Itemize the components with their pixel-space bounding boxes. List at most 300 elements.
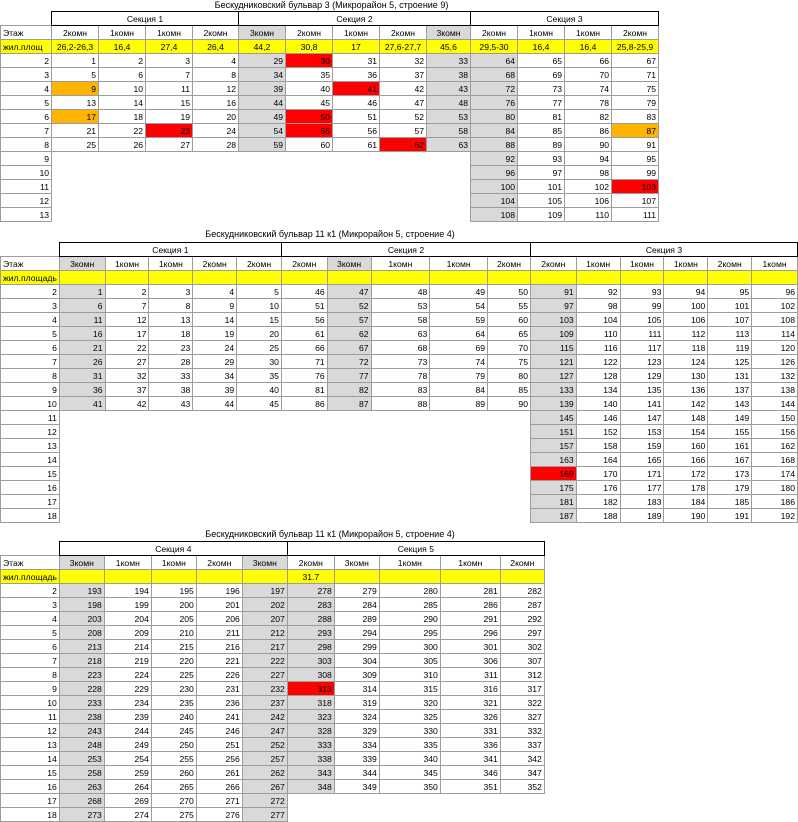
- empty-cell: [105, 411, 149, 425]
- floor-number: 4: [1, 82, 52, 96]
- apartment-cell: 182: [576, 495, 620, 509]
- apartment-cell: 2: [105, 285, 149, 299]
- apartment-cell: 137: [708, 383, 752, 397]
- apartment-cell: 68: [371, 341, 430, 355]
- apartment-cell: 348: [287, 780, 334, 794]
- apartment-cell: 6: [59, 299, 105, 313]
- apartment-cell: 196: [196, 584, 242, 598]
- empty-cell: [380, 208, 427, 222]
- apartment-cell: 283: [287, 598, 334, 612]
- empty-cell: [59, 495, 105, 509]
- apartment-cell: 140: [576, 397, 620, 411]
- apartment-cell: 72: [327, 355, 371, 369]
- apartment-cell: 88: [471, 138, 518, 152]
- empty-cell: [149, 453, 193, 467]
- apartment-cell: 335: [379, 738, 440, 752]
- apartment-cell: 52: [380, 110, 427, 124]
- empty-cell: [488, 495, 531, 509]
- room-type-header: 2комн: [488, 257, 531, 271]
- apartment-cell: 142: [664, 397, 708, 411]
- floor-number: 9: [1, 152, 52, 166]
- apartment-cell: 311: [440, 668, 500, 682]
- room-type-header: 2комн: [380, 26, 427, 40]
- apartment-cell: 238: [59, 710, 104, 724]
- apartment-cell: 233: [59, 696, 104, 710]
- floor-row: [1, 152, 659, 166]
- apartment-cell: 156: [752, 425, 798, 439]
- empty-cell: [237, 481, 282, 495]
- apartment-cell: 50: [488, 285, 531, 299]
- apartment-cell: 11: [146, 82, 193, 96]
- apartment-cell: 288: [287, 612, 334, 626]
- apartment-cell: 45: [286, 96, 333, 110]
- apartment-cell: 25: [237, 341, 282, 355]
- apartment-cell: 54: [239, 124, 286, 138]
- apartment-cell: 323: [287, 710, 334, 724]
- apartment-cell: 39: [239, 82, 286, 96]
- empty-cell: [193, 208, 239, 222]
- apartment-cell: 224: [104, 668, 151, 682]
- section-header-row: [1, 542, 545, 556]
- apartment-cell: 57: [327, 313, 371, 327]
- apartment-cell: 61: [281, 327, 327, 341]
- apartment-cell: 80: [471, 110, 518, 124]
- apartment-cell: 303: [287, 654, 334, 668]
- apartment-cell: 221: [196, 654, 242, 668]
- floor-row: [1, 439, 798, 453]
- apartment-cell: 26: [99, 138, 146, 152]
- apartment-cell: 1: [52, 54, 99, 68]
- empty-cell: [281, 453, 327, 467]
- apartment-cell: 109: [530, 327, 576, 341]
- empty-cell: [333, 152, 380, 166]
- apartment-cell: 217: [242, 640, 287, 654]
- apartment-cell: 282: [500, 584, 544, 598]
- floor-number: 7: [1, 124, 52, 138]
- floor-number: 6: [1, 341, 60, 355]
- apartment-cell: 23: [146, 124, 193, 138]
- floor-number: 9: [1, 383, 60, 397]
- apartment-cell: 51: [281, 299, 327, 313]
- apartment-cell: 313: [287, 682, 334, 696]
- empty-cell: [105, 481, 149, 495]
- apartment-cell: 192: [752, 509, 798, 523]
- apartment-cell: 96: [752, 285, 798, 299]
- empty-cell: [59, 411, 105, 425]
- apartment-cell: 141: [620, 397, 664, 411]
- empty-cell: [105, 495, 149, 509]
- apartment-cell: 20: [193, 110, 239, 124]
- floor-row: [1, 668, 545, 682]
- apartment-cell: 242: [242, 710, 287, 724]
- apartment-cell: 79: [612, 96, 659, 110]
- room-type-header: 1комн: [576, 257, 620, 271]
- apartment-cell: 295: [379, 626, 440, 640]
- apartment-cell: 312: [500, 668, 544, 682]
- room-type-header: 1комн: [620, 257, 664, 271]
- floor-row: [1, 626, 545, 640]
- apartment-cell: 91: [612, 138, 659, 152]
- empty-cell: [237, 467, 282, 481]
- apartment-cell: 35: [286, 68, 333, 82]
- apartment-cell: 243: [59, 724, 104, 738]
- apartment-cell: 90: [565, 138, 612, 152]
- empty-cell: [99, 208, 146, 222]
- apartment-cell: 240: [151, 710, 196, 724]
- apartment-cell: 8: [193, 68, 239, 82]
- apartment-cell: 269: [104, 794, 151, 808]
- apartment-cell: 176: [576, 481, 620, 495]
- floor-number: 16: [1, 780, 60, 794]
- empty-cell: [327, 411, 371, 425]
- apartment-cell: 305: [379, 654, 440, 668]
- empty-cell: [59, 481, 105, 495]
- apartment-cell: 260: [151, 766, 196, 780]
- section-title: Секция 1: [59, 243, 281, 257]
- empty-cell: [149, 439, 193, 453]
- apartment-cell: 41: [333, 82, 380, 96]
- apartment-cell: 57: [380, 124, 427, 138]
- empty-cell: [193, 180, 239, 194]
- apartment-cell: 102: [565, 180, 612, 194]
- apartment-cell: 209: [104, 626, 151, 640]
- apartment-cell: 83: [371, 383, 430, 397]
- apartment-cell: 40: [237, 383, 282, 397]
- apartment-cell: 191: [708, 509, 752, 523]
- section-title: Секция 3: [530, 243, 797, 257]
- apartment-cell: 321: [440, 696, 500, 710]
- room-type-header: 2комн: [237, 257, 282, 271]
- floor-row: [1, 453, 798, 467]
- apartment-cell: 314: [334, 682, 379, 696]
- area-cell: 45,6: [427, 40, 471, 54]
- apartment-cell: 46: [333, 96, 380, 110]
- room-type-header: 2комн: [193, 257, 237, 271]
- apartment-cell: 11: [59, 313, 105, 327]
- apartment-cell: 250: [151, 738, 196, 752]
- apartment-cell: 70: [565, 68, 612, 82]
- apartment-cell: 322: [500, 696, 544, 710]
- apartment-cell: 266: [196, 780, 242, 794]
- empty-cell: [371, 467, 430, 481]
- area-cell: [708, 271, 752, 285]
- floor-number: 18: [1, 509, 60, 523]
- apartment-cell: 333: [287, 738, 334, 752]
- apartment-cell: 31: [59, 369, 105, 383]
- empty-cell: [193, 166, 239, 180]
- empty-cell: [193, 439, 237, 453]
- empty-cell: [193, 509, 237, 523]
- empty-cell: [430, 411, 488, 425]
- apartment-cell: 92: [471, 152, 518, 166]
- empty-cell: [371, 411, 430, 425]
- apartment-cell: 74: [430, 355, 488, 369]
- empty-cell: [149, 425, 193, 439]
- apartment-cell: 76: [281, 369, 327, 383]
- apartment-cell: 17: [105, 327, 149, 341]
- apartment-cell: 22: [99, 124, 146, 138]
- apartment-cell: 30: [286, 54, 333, 68]
- apartment-cell: 40: [286, 82, 333, 96]
- apartment-cell: 93: [518, 152, 565, 166]
- apartment-cell: 116: [576, 341, 620, 355]
- apartment-cell: 83: [612, 110, 659, 124]
- empty-cell: [286, 208, 333, 222]
- apartment-cell: 125: [708, 355, 752, 369]
- apartment-cell: 102: [752, 299, 798, 313]
- floor-row: [1, 285, 798, 299]
- apartment-cell: 195: [151, 584, 196, 598]
- floor-row: [1, 383, 798, 397]
- apartment-cell: 208: [59, 626, 104, 640]
- empty-cell: [287, 808, 334, 822]
- apartment-cell: 62: [327, 327, 371, 341]
- floor-number: 13: [1, 738, 60, 752]
- apartment-cell: 225: [151, 668, 196, 682]
- empty-cell: [239, 208, 286, 222]
- empty-cell: [193, 453, 237, 467]
- apartment-cell: 261: [196, 766, 242, 780]
- empty-cell: [239, 152, 286, 166]
- room-type-header: 3комн: [242, 556, 287, 570]
- apartment-cell: 175: [530, 481, 576, 495]
- empty-cell: [237, 453, 282, 467]
- apartment-cell: 21: [52, 124, 99, 138]
- floor-number: 13: [1, 439, 60, 453]
- area-header: жил.площ: [1, 40, 52, 54]
- empty-cell: [286, 194, 333, 208]
- empty-cell: [237, 509, 282, 523]
- empty-cell: [99, 166, 146, 180]
- floor-row: [1, 313, 798, 327]
- apartment-cell: 349: [334, 780, 379, 794]
- apartment-cell: 253: [59, 752, 104, 766]
- apartment-cell: 34: [193, 369, 237, 383]
- apartment-cell: 271: [196, 794, 242, 808]
- section-title: Секция 4: [59, 542, 287, 556]
- room-type-header: 1комн: [105, 257, 149, 271]
- area-cell: [334, 570, 379, 584]
- apartment-cell: 53: [427, 110, 471, 124]
- apartment-cell: 287: [500, 598, 544, 612]
- floor-number: 8: [1, 668, 60, 682]
- room-type-header: 1комн: [151, 556, 196, 570]
- floor-header: Этаж: [1, 556, 60, 570]
- apartment-cell: 236: [196, 696, 242, 710]
- apartment-cell: 59: [239, 138, 286, 152]
- apartment-cell: 27: [146, 138, 193, 152]
- apartment-cell: 33: [149, 369, 193, 383]
- apartment-cell: 51: [333, 110, 380, 124]
- empty-cell: [52, 208, 99, 222]
- apartment-cell: 198: [59, 598, 104, 612]
- block1-table: [0, 11, 659, 222]
- apartment-cell: 77: [518, 96, 565, 110]
- apartment-cell: 203: [59, 612, 104, 626]
- room-type-header: 2комн: [287, 556, 334, 570]
- apartment-cell: 180: [752, 481, 798, 495]
- apartment-cell: 308: [287, 668, 334, 682]
- apartment-cell: 249: [104, 738, 151, 752]
- floor-number: 2: [1, 285, 60, 299]
- room-type-header: 3комн: [427, 26, 471, 40]
- apartment-cell: 210: [151, 626, 196, 640]
- area-cell: 26,4: [193, 40, 239, 54]
- apartment-cell: 105: [518, 194, 565, 208]
- floor-number: 3: [1, 68, 52, 82]
- apartment-cell: 334: [334, 738, 379, 752]
- apartment-cell: 104: [471, 194, 518, 208]
- floor-number: 12: [1, 425, 60, 439]
- apartment-cell: 285: [379, 598, 440, 612]
- floor-number: 14: [1, 453, 60, 467]
- room-type-header: 3комн: [334, 556, 379, 570]
- empty-cell: [146, 152, 193, 166]
- corner-blank: [1, 243, 60, 257]
- apartment-cell: 54: [430, 299, 488, 313]
- apartment-cell: 352: [500, 780, 544, 794]
- area-cell: [196, 570, 242, 584]
- apartment-cell: 149: [708, 411, 752, 425]
- empty-cell: [149, 509, 193, 523]
- floor-row: [1, 509, 798, 523]
- apartment-cell: 44: [239, 96, 286, 110]
- apartment-cell: 34: [239, 68, 286, 82]
- room-type-header: 2комн: [500, 556, 544, 570]
- empty-cell: [327, 481, 371, 495]
- apartment-cell: 28: [193, 138, 239, 152]
- apartment-cell: 297: [500, 626, 544, 640]
- apartment-cell: 138: [752, 383, 798, 397]
- apartment-cell: 72: [471, 82, 518, 96]
- apartment-cell: 25: [52, 138, 99, 152]
- empty-cell: [440, 794, 500, 808]
- apartment-cell: 344: [334, 766, 379, 780]
- apartment-cell: 14: [193, 313, 237, 327]
- area-cell: [105, 271, 149, 285]
- floor-row: [1, 411, 798, 425]
- apartment-cell: 13: [149, 313, 193, 327]
- apartment-cell: 127: [530, 369, 576, 383]
- apartment-cell: 58: [371, 313, 430, 327]
- apartment-cell: 65: [488, 327, 531, 341]
- apartment-cell: 85: [488, 383, 531, 397]
- apartment-cell: 60: [488, 313, 531, 327]
- apartment-cell: 143: [708, 397, 752, 411]
- floor-number: 3: [1, 598, 60, 612]
- apartment-cell: 216: [196, 640, 242, 654]
- area-cell: [237, 271, 282, 285]
- apartment-cell: 301: [440, 640, 500, 654]
- floor-number: 4: [1, 612, 60, 626]
- apartment-cell: 82: [565, 110, 612, 124]
- floor-row: [1, 724, 545, 738]
- apartment-cell: 49: [430, 285, 488, 299]
- apartment-cell: 12: [105, 313, 149, 327]
- floor-row: [1, 180, 659, 194]
- area-cell: [371, 271, 430, 285]
- floor-row: [1, 369, 798, 383]
- apartment-cell: 61: [333, 138, 380, 152]
- empty-cell: [281, 411, 327, 425]
- floor-row: [1, 425, 798, 439]
- apartment-cell: 21: [59, 341, 105, 355]
- apartment-cell: 112: [664, 327, 708, 341]
- empty-cell: [327, 509, 371, 523]
- apartment-cell: 205: [151, 612, 196, 626]
- apartment-cell: 342: [500, 752, 544, 766]
- floor-number: 10: [1, 696, 60, 710]
- apartment-cell: 129: [620, 369, 664, 383]
- empty-cell: [371, 453, 430, 467]
- empty-cell: [427, 166, 471, 180]
- apartment-cell: 9: [52, 82, 99, 96]
- apartment-cell: 71: [612, 68, 659, 82]
- apartment-cell: 123: [620, 355, 664, 369]
- area-cell: [149, 271, 193, 285]
- floor-row: [1, 780, 545, 794]
- apartment-cell: 90: [488, 397, 531, 411]
- apartment-cell: 259: [104, 766, 151, 780]
- apartment-cell: 279: [334, 584, 379, 598]
- apartment-cell: 272: [242, 794, 287, 808]
- floor-row: [1, 96, 659, 110]
- apartment-cell: 185: [708, 495, 752, 509]
- apartment-cell: 98: [576, 299, 620, 313]
- apartment-cell: 15: [237, 313, 282, 327]
- apartment-cell: 18: [149, 327, 193, 341]
- area-cell: [59, 570, 104, 584]
- empty-cell: [286, 152, 333, 166]
- apartment-cell: 132: [752, 369, 798, 383]
- floor-number: 17: [1, 495, 60, 509]
- apartment-cell: 350: [379, 780, 440, 794]
- section-title: Секция 3: [471, 12, 659, 26]
- floor-row: [1, 640, 545, 654]
- apartment-cell: 79: [430, 369, 488, 383]
- apartment-cell: 47: [380, 96, 427, 110]
- area-cell: 16,4: [518, 40, 565, 54]
- apartment-cell: 1: [59, 285, 105, 299]
- apartment-cell: 232: [242, 682, 287, 696]
- empty-cell: [500, 808, 544, 822]
- empty-cell: [281, 467, 327, 481]
- apartment-cell: 179: [708, 481, 752, 495]
- floor-row: [1, 82, 659, 96]
- apartment-cell: 92: [576, 285, 620, 299]
- apartment-cell: 131: [708, 369, 752, 383]
- floor-number: 6: [1, 110, 52, 124]
- apartment-cell: 120: [752, 341, 798, 355]
- area-cell: 16,4: [565, 40, 612, 54]
- apartment-cell: 7: [105, 299, 149, 313]
- empty-cell: [146, 194, 193, 208]
- apartment-cell: 55: [488, 299, 531, 313]
- apartment-cell: 95: [708, 285, 752, 299]
- apartment-cell: 319: [334, 696, 379, 710]
- room-type-header: 2комн: [286, 26, 333, 40]
- apartment-cell: 99: [612, 166, 659, 180]
- apartment-cell: 7: [146, 68, 193, 82]
- floor-number: 3: [1, 299, 60, 313]
- apartment-cell: 199: [104, 598, 151, 612]
- room-type-row: [1, 257, 798, 271]
- corner-blank: [1, 542, 60, 556]
- apartment-cell: 38: [427, 68, 471, 82]
- apartment-cell: 290: [379, 612, 440, 626]
- corner-blank: [1, 12, 52, 26]
- empty-cell: [488, 439, 531, 453]
